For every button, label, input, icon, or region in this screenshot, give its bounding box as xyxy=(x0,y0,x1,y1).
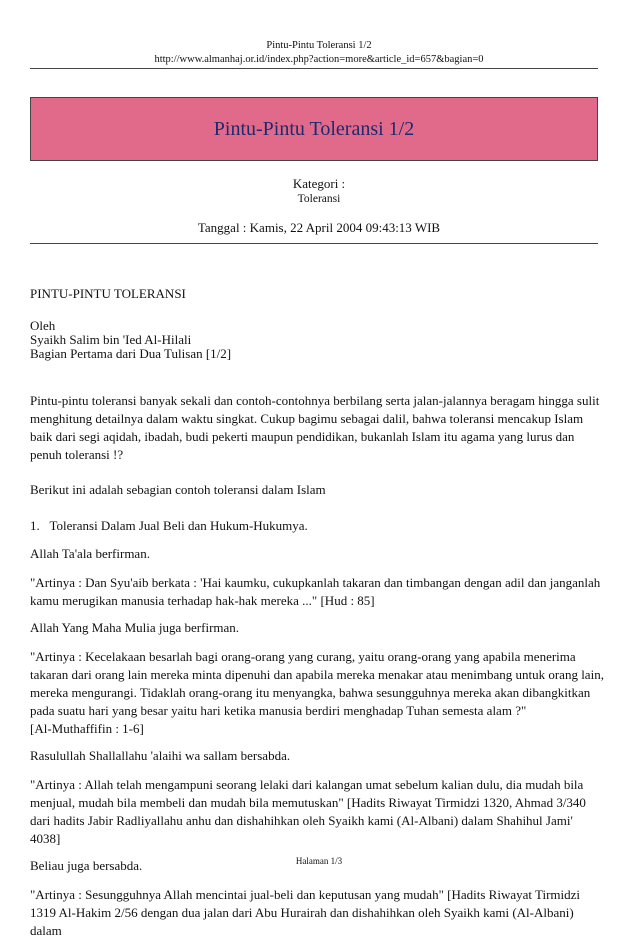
tanggal: Tanggal : Kamis, 22 April 2004 09:43:13 WIB xyxy=(197,220,441,235)
byline-part: Bagian Pertama dari Dua Tulisan [1/2] xyxy=(30,346,232,361)
quote-hadith-2: "Artinya : Sesungguhnya Allah mencintai jual-beli dan keputusan yang mudah" [Hadits Riwayat Tirmidzi 1319 Al-Hakim 2/56 dengan dua jalan dari Abu Hurairah dan dishahihkan oleh Syaikh kami (Al-Albani) dalam xyxy=(30,887,581,938)
allah-intro-2: Allah Yang Maha Mulia juga berfirman. xyxy=(30,620,240,635)
kategori-value[interactable]: Toleransi xyxy=(297,193,341,205)
allah-intro-1: Allah Ta'ala berfirman. xyxy=(30,546,150,561)
banner-title: Pintu-Pintu Toleransi 1/2 xyxy=(213,117,415,140)
kategori-label: Kategori : xyxy=(292,176,346,191)
lead-paragraph: Berikut ini adalah sebagian contoh toleransi dalam Islam xyxy=(30,482,326,497)
title-banner xyxy=(30,97,598,161)
quote-muthaffifin: "Artinya : Kecelakaan besarlah bagi orang-orang yang curang, yaitu orang-orang yang apabila menerima takaran dari orang lain mereka minta dipenuhi dan apabila mereka menakar atau menimbang untuk orang lain, mereka mengurangi. Tidaklah orang-orang itu menyangka, bahwa sesungguhnya mereka akan dibangkitkan pada suatu hari yang besar yaitu hari ketika manusia berdiri menghadap Tuhan semesta alam ?" xyxy=(30,649,604,718)
page-header-url[interactable]: http://www.almanhaj.or.id/index.php?action=more&article_id=657&bagian=0 xyxy=(154,54,484,65)
byline-oleh: Oleh xyxy=(30,318,56,333)
section-heading xyxy=(30,518,604,534)
section-title: Toleransi Dalam Jual Beli dan Hukum-Hukumya. xyxy=(49,518,308,533)
quote-muthaffifin-ref: [Al-Muthaffifin : 1-6] xyxy=(30,721,144,736)
byline-author: Syaikh Salim bin 'Ied Al-Hilali xyxy=(30,332,192,347)
section-number: 1. xyxy=(30,518,40,533)
intro-paragraph: Pintu-pintu toleransi banyak sekali dan contoh-contohnya berbilang serta jalan-jalannya beragam hingga sulit menghitung detailnya dalam waktu singkat. Cukup bagimu sebagai dalil, bahwa toleransi mencakup Islam baik dari segi aqidah, ibadah, budi pekerti maupun pendidikan, bukanlah Islam itu agama yang lurus dan penuh toleransi !? xyxy=(30,393,600,462)
article-body xyxy=(30,286,604,940)
rasul-intro: Rasulullah Shallallahu 'alaihi wa sallam bersabda. xyxy=(30,748,291,763)
header-divider xyxy=(30,68,598,69)
page-header-title: Pintu-Pintu Toleransi 1/2 xyxy=(266,40,372,51)
quote-hud: "Artinya : Dan Syu'aib berkata : 'Hai kaumku, cukupkanlah takaran dan timbangan dengan adil dan janganlah kamu merugikan manusia terhadap hak-hak mereka ..." [Hud : 85] xyxy=(30,575,601,608)
article-heading: PINTU-PINTU TOLERANSI xyxy=(30,286,186,301)
page-number: Halaman 1/3 xyxy=(295,856,343,866)
meta-divider xyxy=(30,243,598,244)
quote-hadith-1: "Artinya : Allah telah mengampuni seorang lelaki dari kalangan umat sebelum kalian dulu, dia mudah bila menjual, mudah bila membeli dan mudah bila memutuskan" [Hadits Riwayat Tirmidzi 1320, Ahmad 3/340 dari hadits Jabir Radliyallahu anhu dan dishahihkan oleh Syaikh kami (Al-Albani) dalam Shahihul Jami' 4038] xyxy=(30,777,586,846)
beliau-intro: Beliau juga bersabda. xyxy=(30,858,143,873)
